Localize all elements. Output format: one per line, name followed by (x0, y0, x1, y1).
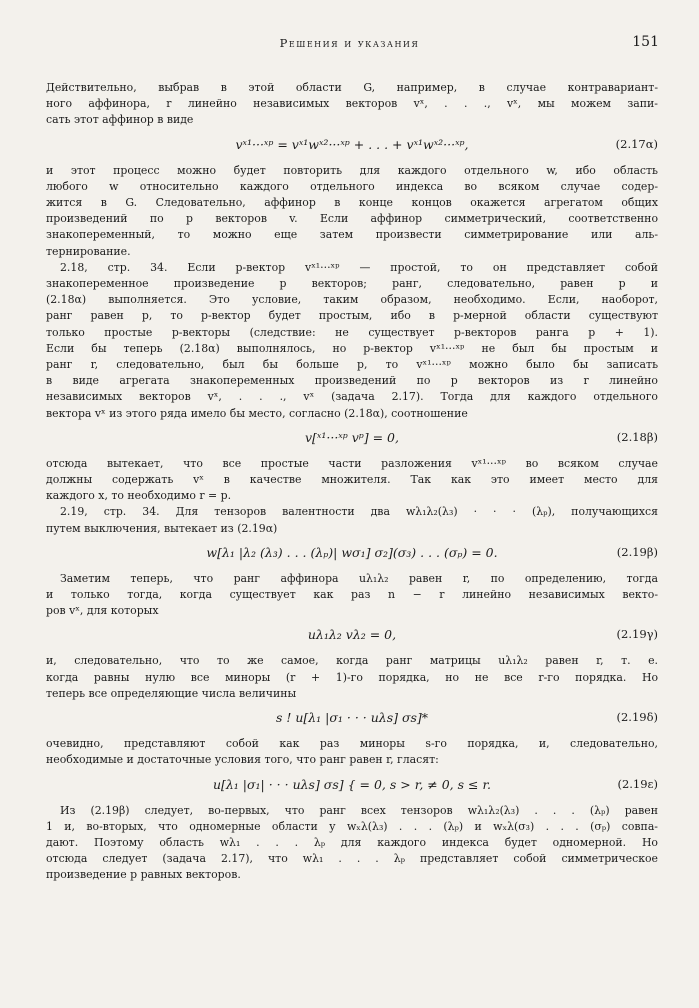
text-line: Из (2.19β) следует, во-первых, что ранг всех тензоров wλ₁λ₂(λ₃) . . . (λₚ) равен (60, 803, 658, 817)
text-line: очевидно, представляют собой как раз миноры s-го порядка, и, следовательно, (46, 737, 658, 751)
text-line: теперь все определяющие числа величины (46, 686, 297, 700)
running-head: Решения и указания (279, 36, 420, 50)
paragraph (46, 163, 658, 260)
paragraph (46, 653, 658, 702)
text-line: ров vˣ, для которых (46, 604, 159, 618)
text-line: 2.18, стр. 34. Если p-вектор vˣ¹···ˣᵖ — простой, то он представляет собой (60, 260, 658, 274)
text-line: только простые p-векторы (следствие: не существует p-векторов ранга p + 1). (46, 325, 658, 339)
text-line: каждого x, то необходимо r = p. (46, 489, 232, 503)
text-line: отсюда вытекает, что все простые части разложения vˣ¹···ˣᵖ во всяком случае (46, 456, 658, 470)
paragraph (46, 260, 658, 422)
text-line: в виде агрегата знакопеременных произведений по p векторов из r линейно (46, 374, 658, 388)
equation-formula: uλ₁λ₂ vλ₂ = 0, (307, 627, 397, 643)
equation-formula: vˣ¹···ˣᵖ = vˣ¹wˣ²···ˣᵖ + . . . + vˣ¹wˣ²···ˣᵖ, (235, 136, 469, 152)
text-line: произведений по p векторов v. Если аффинор симметрический, соответственно (46, 212, 658, 226)
text-line: жится в G. Следовательно, аффинор в конце концов окажется агрегатом общих (46, 196, 658, 210)
text-line: тернирование. (46, 244, 131, 258)
text-line: независимых векторов vˣ, . . ., vˣ (задача 2.17). Тогда для каждого отдельного (46, 390, 658, 404)
equation-formula: v[ˣ¹···ˣᵖ vᵖ] = 0, (304, 429, 399, 445)
paragraph (46, 571, 658, 620)
text-line: дают. Поэтому область wλ₁ . . . λₚ для каждого индекса будет одномерной. Но (46, 835, 658, 849)
text-line: Заметим теперь, что ранг аффинора uλ₁λ₂ равен r, по определению, тогда (60, 571, 658, 585)
text-line: 2.19, стр. 34. Для тензоров валентности два wλ₁λ₂(λ₃) · · · (λₚ), получающихся (60, 505, 658, 519)
display-equation (46, 705, 658, 733)
text-line: отсюда следует (задача 2.17), что wλ₁ . . . λₚ представляет собой симметрическое (46, 852, 658, 866)
text-line: когда равны нулю все миноры (r + 1)-го порядка, но не все r-го порядка. Но (46, 670, 658, 684)
text-line: необходимые и достаточные условия того, что ранг равен r, гласят: (46, 753, 439, 767)
display-equation (46, 772, 658, 800)
page-header (0, 36, 699, 56)
equation-number: (2.17α) (615, 136, 658, 151)
display-equation (46, 622, 658, 650)
page-number: 151 (632, 34, 659, 50)
equation-number: (2.19ε) (617, 776, 658, 791)
text-line: вектора vˣ из этого ряда имело бы место, согласно (2.18α), соотношение (46, 406, 468, 420)
text-line: путем выключения, вытекает из (2.19α) (46, 521, 278, 535)
equation-number: (2.19δ) (616, 710, 658, 725)
paragraph (46, 80, 658, 129)
equation-formula: s ! u[λ₁ |σ₁ · · · uλs] σs]* (275, 710, 429, 726)
paragraph (46, 803, 658, 884)
equation-number: (2.19γ) (616, 627, 658, 642)
page-body (46, 80, 658, 884)
text-line: ного аффинора, r линейно независимых векторов vˣ, . . ., vˣ, мы можем запи- (46, 97, 658, 111)
text-line: и этот процесс можно будет повторить для каждого отдельного w, ибо область (46, 163, 658, 177)
display-equation (46, 425, 658, 453)
text-line: ранг равен p, то p-вектор будет простым, ибо в p-мерной области существуют (46, 309, 658, 323)
text-line: должны содержать vˣ в качестве множителя. Так как это имеет место для (46, 473, 658, 487)
equation-formula: w[λ₁ |λ₂ (λ₃) . . . (λₚ)| wσ₁] σ₂](σ₃) . . . (σₚ) = 0. (206, 544, 498, 560)
text-line: Если бы теперь (2.18α) выполнялось, но p-вектор vˣ¹···ˣᵖ не был бы простым и (46, 341, 658, 355)
equation-number: (2.18β) (616, 429, 658, 444)
text-line: произведение p равных векторов. (46, 868, 241, 882)
text-line: сать этот аффинор в виде (46, 113, 194, 127)
text-line: (2.18α) выполняется. Это условие, таким образом, необходимо. Если, наоборот, (46, 293, 658, 307)
text-line: любого w относительно каждого отдельного индекса во всяком случае содер- (46, 179, 658, 193)
paragraph (46, 736, 658, 768)
text-line: знакопеременный, то можно еще затем произвести симметрирование или аль- (46, 228, 658, 242)
text-line: и только тогда, когда существует как раз n − r линейно независимых векто- (46, 588, 658, 602)
text-line: и, следовательно, что то же самое, когда ранг матрицы uλ₁λ₂ равен r, т. е. (46, 654, 658, 668)
display-equation (46, 132, 658, 160)
text-line: Действительно, выбрав в этой области G, например, в случае контравариант- (46, 81, 658, 94)
equation-number: (2.19β) (616, 544, 658, 559)
paragraph (46, 504, 658, 536)
text-line: знакопеременное произведение p векторов; ранг, следовательно, равен p и (46, 277, 658, 291)
paragraph (46, 456, 658, 505)
display-equation (46, 540, 658, 568)
text-line: 1 и, во-вторых, что одномерные области у wₓλ(λ₃) . . . (λₚ) и wₓλ(σ₃) . . . (σₚ) совпа- (46, 819, 658, 833)
equation-formula: u[λ₁ |σ₁| · · · uλs] σs] { = 0, s > r, ≠ 0, s ≤ r. (212, 776, 492, 792)
text-line: ранг r, следовательно, был бы больше p, то vˣ¹···ˣᵖ можно было бы записать (46, 358, 658, 372)
